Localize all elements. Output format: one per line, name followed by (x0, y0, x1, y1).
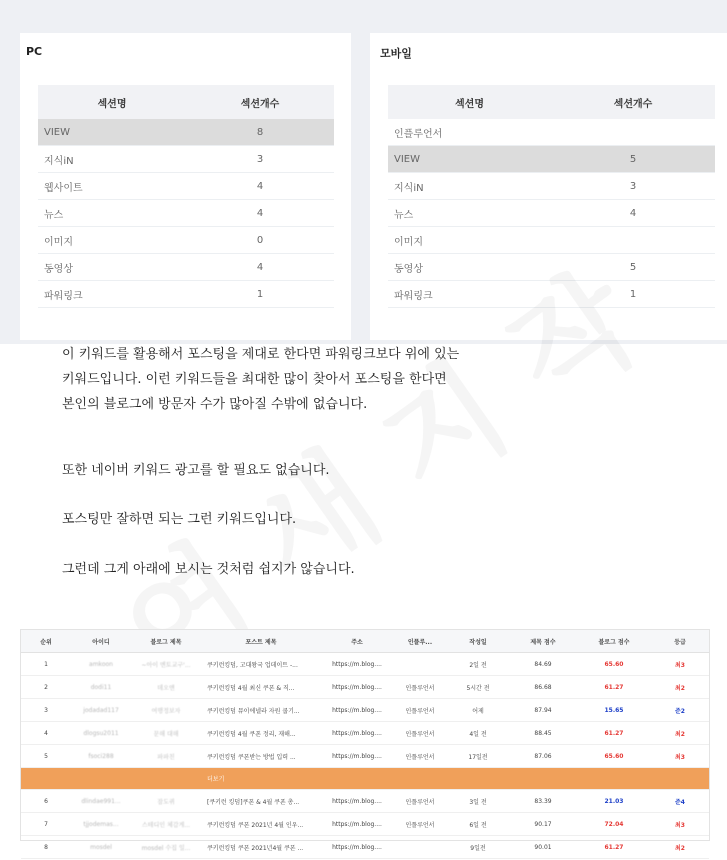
section-count: 8 (186, 119, 334, 146)
influencer-cell: 인플루언서 (393, 790, 447, 813)
section-name: 지식iN (38, 146, 186, 173)
title-score-cell: 86.68 (509, 676, 577, 699)
paragraph-2: 또한 네이버 키워드 광고를 할 필요도 없습니다. (62, 463, 330, 478)
header-blog-title: 블로그 제목 (131, 630, 201, 653)
influencer-cell: 인플루언서 (393, 745, 447, 768)
id-cell: mosdel (71, 836, 131, 859)
mobile-row (388, 200, 715, 227)
section-count: 3 (186, 146, 334, 173)
section-count: 5 (551, 254, 715, 281)
title-score-cell: 88.45 (509, 722, 577, 745)
id-cell: jodadad117 (71, 699, 131, 722)
title-score-cell: 83.39 (509, 790, 577, 813)
more-button[interactable]: 더보기 (201, 768, 321, 790)
header-post-title: 포스트 제목 (201, 630, 321, 653)
blog-score-cell: 72.04 (577, 813, 651, 836)
rank-cell: 4 (21, 722, 71, 745)
mobile-row (388, 173, 715, 200)
date-cell: 어제 (447, 699, 509, 722)
date-cell: 3일 전 (447, 790, 509, 813)
pc-panel-title: PC (26, 45, 43, 58)
blog-score-cell: 21.03 (577, 790, 651, 813)
blog-title-cell: 파파친 (131, 745, 201, 768)
blog-title-cell: 문해 대해 (131, 722, 201, 745)
mobile-panel (370, 33, 727, 340)
paragraph-1 (62, 342, 459, 417)
table-row[interactable] (21, 745, 709, 768)
date-cell: 9일전 (447, 836, 509, 859)
rank-cell: 5 (21, 745, 71, 768)
id-cell: dodi11 (71, 676, 131, 699)
section-name: 동영상 (38, 254, 186, 281)
post-title-cell[interactable]: 쿠키런킹덤 4월 쿠폰 정리, 재해... (201, 722, 321, 745)
section-count: 1 (186, 281, 334, 308)
mobile-row (388, 119, 715, 146)
grade-cell: 최3 (651, 653, 709, 676)
paragraph-1-line-2: 키워드입니다. 이런 키워드들을 최대한 많이 찾아서 포스팅을 한다면 (62, 372, 447, 387)
pc-row (38, 227, 334, 254)
id-cell: fsoci288 (71, 745, 131, 768)
mobile-row (388, 227, 715, 254)
section-count: 4 (186, 200, 334, 227)
blog-score-cell: 65.60 (577, 745, 651, 768)
header-influencer: 인플루... (393, 630, 447, 653)
table-row[interactable] (21, 836, 709, 859)
header-rank: 순위 (21, 630, 71, 653)
section-count: 3 (551, 173, 715, 200)
post-title-cell[interactable]: 쿠키런킹덤 쿠폰받는 방법 입력 ... (201, 745, 321, 768)
blog-score-cell: 15.65 (577, 699, 651, 722)
section-count: 4 (186, 173, 334, 200)
section-name: VIEW (388, 146, 551, 173)
header-url: 주소 (321, 630, 393, 653)
table-row[interactable] (21, 699, 709, 722)
title-score-cell: 90.01 (509, 836, 577, 859)
blog-score-cell: 65.60 (577, 653, 651, 676)
blog-title-cell: mosdel 수집 일... (131, 836, 201, 859)
url-cell[interactable]: https://m.blog.... (321, 699, 393, 722)
paragraph-1-line-3: 본인의 블로그에 방문자 수가 많아질 수밖에 없습니다. (62, 397, 368, 412)
pc-row (38, 281, 334, 308)
pc-header-section-name: 섹션명 (38, 85, 186, 119)
grade-cell: 최2 (651, 836, 709, 859)
influencer-cell: 인플루언서 (393, 813, 447, 836)
pc-row (38, 254, 334, 281)
table-row[interactable] (21, 653, 709, 676)
title-score-cell: 90.17 (509, 813, 577, 836)
url-cell[interactable]: https://m.blog.... (321, 790, 393, 813)
section-name: 파워링크 (38, 281, 186, 308)
influencer-cell: 인플루언서 (393, 676, 447, 699)
post-title-cell[interactable]: 쿠키런킹덤, 고대왕국 업데이트 -... (201, 653, 321, 676)
id-cell: dlogsu2011 (71, 722, 131, 745)
pc-header-section-count: 섹션개수 (186, 85, 334, 119)
influencer-cell (393, 653, 447, 676)
blog-score-cell: 61.27 (577, 676, 651, 699)
section-name: 파워링크 (388, 281, 551, 308)
table-row[interactable] (21, 790, 709, 813)
pc-section-table (38, 85, 334, 308)
section-name: 웹사이트 (38, 173, 186, 200)
table-row[interactable] (21, 722, 709, 745)
date-cell: 6일 전 (447, 813, 509, 836)
grade-cell: 준2 (651, 699, 709, 722)
mobile-header-section-name: 섹션명 (388, 85, 551, 119)
section-count: 5 (551, 146, 715, 173)
influencer-cell: 인플루언서 (393, 699, 447, 722)
pc-row (38, 119, 334, 146)
title-score-cell: 84.69 (509, 653, 577, 676)
post-title-cell[interactable]: 쿠키런킹덤 쿠폰 2021년 4월 인우... (201, 813, 321, 836)
section-count: 1 (551, 281, 715, 308)
rank-cell: 3 (21, 699, 71, 722)
pc-row (38, 173, 334, 200)
rank-cell: 2 (21, 676, 71, 699)
grade-cell: 최3 (651, 745, 709, 768)
mobile-row (388, 146, 715, 173)
pc-row (38, 146, 334, 173)
header-date: 작성일 (447, 630, 509, 653)
post-title-cell[interactable]: 쿠키런킹덤 4월 최신 쿠폰 & 직... (201, 676, 321, 699)
pc-row (38, 200, 334, 227)
table-row[interactable] (21, 813, 709, 836)
post-title-cell[interactable]: 쿠키런킹덤 쿠폰 2021년4월 쿠폰 ... (201, 836, 321, 859)
title-score-cell: 87.06 (509, 745, 577, 768)
section-name: 이미지 (388, 227, 551, 254)
section-count: 4 (186, 254, 334, 281)
rank-cell: 1 (21, 653, 71, 676)
url-cell[interactable]: https://m.blog.... (321, 722, 393, 745)
date-cell: 5시간 전 (447, 676, 509, 699)
date-cell: 2일 전 (447, 653, 509, 676)
post-title-cell[interactable]: [쿠키런 킹덤]쿠폰 & 4월 쿠폰 총... (201, 790, 321, 813)
pc-panel (20, 33, 351, 340)
more-row[interactable] (21, 768, 709, 790)
section-name: 동영상 (388, 254, 551, 281)
blog-score-cell: 61.27 (577, 836, 651, 859)
blog-title-cell: 데오앤 (131, 676, 201, 699)
blog-title-cell: 여행정보자 (131, 699, 201, 722)
header-title-score: 제목 점수 (509, 630, 577, 653)
section-name: 인플루언서 (388, 119, 551, 146)
rank-cell: 8 (21, 836, 71, 859)
section-name: 지식iN (388, 173, 551, 200)
rank-cell: 7 (21, 813, 71, 836)
grade-cell: 준4 (651, 790, 709, 813)
id-cell: amkoon (71, 653, 131, 676)
grade-cell: 최2 (651, 676, 709, 699)
post-title-cell[interactable]: 쿠키런킹덤 뮤이에넬라 자원 쿱기... (201, 699, 321, 722)
section-count (551, 119, 715, 146)
blog-title-cell: ~아이 멘토교구'... (131, 653, 201, 676)
id-cell: tjjodemas... (71, 813, 131, 836)
mobile-panel-title: 모바일 (380, 47, 412, 60)
blog-ranking-table-panel (20, 629, 710, 852)
section-name: 이미지 (38, 227, 186, 254)
section-count: 0 (186, 227, 334, 254)
blog-title-cell: 잠도퀴 (131, 790, 201, 813)
url-cell[interactable]: https://m.blog.... (321, 745, 393, 768)
grade-cell: 최2 (651, 722, 709, 745)
header-blog-score: 블로그 점수 (577, 630, 651, 653)
section-name: 뉴스 (38, 200, 186, 227)
mobile-row (388, 254, 715, 281)
id-cell: dlindae991... (71, 790, 131, 813)
blog-title-cell: 스테디인 체감게... (131, 813, 201, 836)
url-cell[interactable]: https://m.blog.... (321, 676, 393, 699)
url-cell[interactable]: https://m.blog.... (321, 836, 393, 859)
paragraph-1-line-1: 이 키워드를 활용해서 포스팅을 제대로 한다면 파워링크보다 위에 있는 (62, 347, 460, 362)
influencer-cell: 인플루언서 (393, 722, 447, 745)
title-score-cell: 87.94 (509, 699, 577, 722)
section-count (551, 227, 715, 254)
influencer-cell (393, 836, 447, 859)
mobile-row (388, 281, 715, 308)
url-cell[interactable]: https://m.blog.... (321, 813, 393, 836)
paragraph-4: 그런데 그게 아래에 보시는 것처럼 쉽지가 않습니다. (62, 562, 355, 577)
table-row[interactable] (21, 676, 709, 699)
grade-cell: 최3 (651, 813, 709, 836)
header-id: 아이디 (71, 630, 131, 653)
section-name: VIEW (38, 119, 186, 146)
blog-ranking-table (21, 630, 709, 859)
blog-score-cell: 61.27 (577, 722, 651, 745)
mobile-section-table (388, 85, 715, 308)
section-count: 4 (551, 200, 715, 227)
paragraph-3: 포스팅만 잘하면 되는 그런 키워드입니다. (62, 512, 297, 527)
url-cell[interactable]: https://m.blog.... (321, 653, 393, 676)
rank-cell: 6 (21, 790, 71, 813)
section-name: 뉴스 (388, 200, 551, 227)
date-cell: 4일 전 (447, 722, 509, 745)
header-grade: 등급 (651, 630, 709, 653)
mobile-header-section-count: 섹션개수 (551, 85, 715, 119)
date-cell: 17일전 (447, 745, 509, 768)
